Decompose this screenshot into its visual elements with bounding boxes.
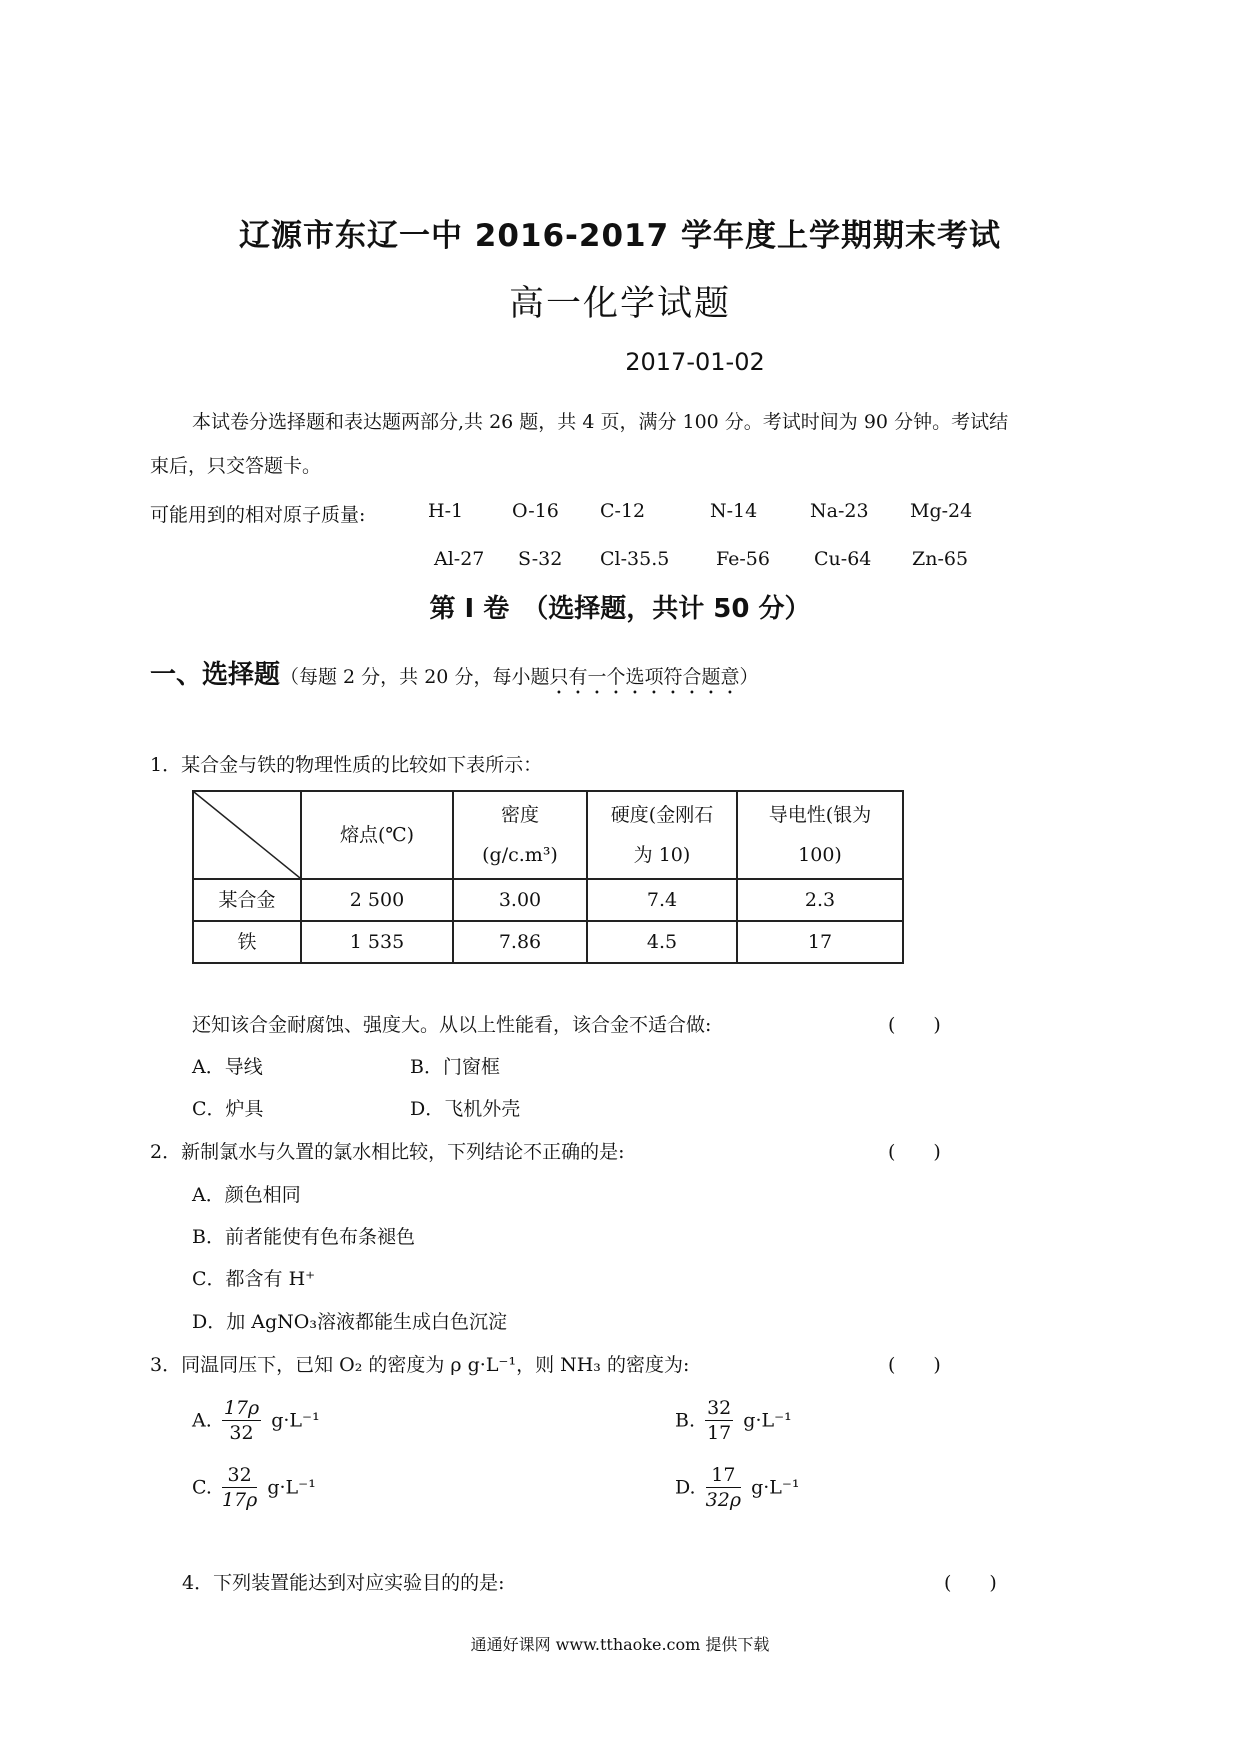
question-2-option-c: C．都含有 H⁺ — [192, 1268, 316, 1290]
table-cell: 4.5 — [587, 921, 737, 963]
option-label: B. — [675, 1409, 696, 1432]
mass-item: C-12 — [600, 500, 646, 522]
volume-title: 第 Ⅰ 卷 （选择题，共计 50 分） — [429, 594, 811, 624]
table-cell: 7.4 — [587, 879, 737, 921]
option-unit: g·L⁻¹ — [271, 1409, 320, 1432]
header-conductivity-line-1: 导电性(银为 — [768, 804, 872, 826]
header-conductivity — [737, 791, 903, 879]
question-2-answer-blank: ( ) — [888, 1141, 941, 1163]
option-label: A. — [192, 1409, 212, 1432]
fraction-denominator: 32ρ — [705, 1489, 742, 1511]
table-row — [193, 879, 903, 921]
mass-item: H-1 — [428, 500, 464, 522]
fraction — [706, 1463, 741, 1512]
mass-item: O-16 — [512, 500, 559, 522]
exam-date: 2017-01-02 — [625, 348, 765, 376]
part-note-emphasis: 只有一个选项符合题意 — [549, 666, 740, 688]
option-unit: g·L⁻¹ — [751, 1476, 800, 1499]
fraction-numerator: 32 — [707, 1397, 732, 1419]
question-1-option-d: D．飞机外壳 — [410, 1098, 521, 1120]
question-1-followup: 还知该合金耐腐蚀、强度大。从以上性能看，该合金不适合做: — [192, 1014, 712, 1036]
mass-item: Al-27 — [434, 548, 485, 570]
fraction-numerator: 17 — [706, 1463, 741, 1488]
table-cell: 7.86 — [453, 921, 587, 963]
exam-title: 辽源市东辽一中 2016-2017 学年度上学期期末考试 — [238, 218, 1001, 254]
part-title: 一、选择题 — [150, 660, 281, 690]
instructions — [150, 400, 1110, 488]
option-unit: g·L⁻¹ — [267, 1476, 316, 1499]
fraction-denominator: 32 — [229, 1422, 254, 1444]
mass-item: S-32 — [518, 548, 563, 570]
header-density-line-1: 密度 — [500, 804, 539, 826]
fraction — [222, 1396, 261, 1445]
part-note-suffix: ） — [739, 666, 759, 688]
question-1-option-b: B．门窗框 — [410, 1056, 500, 1078]
row-name: 某合金 — [193, 879, 301, 921]
mass-item: Mg-24 — [910, 500, 973, 522]
table-row — [193, 921, 903, 963]
part-note-prefix: （每题 2 分，共 20 分，每小题 — [280, 666, 550, 688]
header-hardness-line-1: 硬度(金刚石 — [610, 804, 714, 826]
page-footer: 通通好课网 www.tthaoke.com 提供下载 — [470, 1635, 770, 1654]
fraction-denominator: 17ρ — [221, 1489, 258, 1511]
question-3-option-b — [675, 1396, 792, 1445]
table-cell: 3.00 — [453, 879, 587, 921]
part-heading — [150, 654, 758, 699]
mass-item: Zn-65 — [912, 548, 969, 570]
fraction — [222, 1463, 257, 1512]
atomic-masses — [150, 500, 1130, 596]
fraction-numerator: 17ρ — [223, 1397, 260, 1419]
header-conductivity-line-2: 100) — [798, 844, 842, 866]
diagonal-header-cell — [193, 791, 301, 879]
question-2-option-a: A．颜色相同 — [192, 1184, 301, 1206]
question-4-answer-blank: ( ) — [944, 1572, 997, 1594]
mass-item: N-14 — [710, 500, 758, 522]
table-cell: 1 535 — [301, 921, 453, 963]
question-1-option-c: C．炉具 — [192, 1098, 264, 1120]
header-hardness-line-2: 为 10) — [633, 844, 691, 866]
fraction-denominator: 17 — [707, 1422, 732, 1444]
properties-table — [192, 790, 904, 964]
question-3-option-a — [192, 1396, 320, 1445]
option-unit: g·L⁻¹ — [743, 1409, 792, 1432]
fraction-numerator: 32 — [222, 1463, 257, 1488]
question-1-stem: 1．某合金与铁的物理性质的比较如下表所示： — [150, 754, 543, 776]
diagonal-line-icon — [194, 792, 300, 878]
question-3-answer-blank: ( ) — [888, 1354, 941, 1376]
atomic-masses-label: 可能用到的相对原子质量: — [150, 504, 366, 526]
mass-item: Cl-35.5 — [600, 548, 670, 570]
option-label: C. — [192, 1476, 212, 1499]
mass-item: Cu-64 — [814, 548, 872, 570]
question-4-stem: 4．下列装置能达到对应实验目的的是: — [182, 1572, 505, 1594]
option-label: D. — [675, 1476, 696, 1499]
question-3-stem: 3．同温同压下，已知 O₂ 的密度为 ρ g·L⁻¹，则 NH₃ 的密度为: — [150, 1354, 690, 1376]
fraction — [705, 1396, 733, 1445]
mass-item: Na-23 — [810, 500, 869, 522]
header-density-line-2: (g/c.m³) — [482, 844, 558, 866]
header-density — [453, 791, 587, 879]
question-2-stem: 2．新制氯水与久置的氯水相比较，下列结论不正确的是: — [150, 1141, 625, 1163]
table-cell: 2.3 — [737, 879, 903, 921]
question-1-answer-blank: ( ) — [888, 1014, 941, 1036]
row-name: 铁 — [193, 921, 301, 963]
header-hardness — [587, 791, 737, 879]
question-1-option-a: A．导线 — [192, 1056, 263, 1078]
question-2-option-d: D．加 AgNO₃溶液都能生成白色沉淀 — [192, 1311, 507, 1333]
question-3-option-c — [192, 1463, 316, 1512]
question-2-option-b: B．前者能使有色布条褪色 — [192, 1226, 415, 1248]
instructions-line-1: 本试卷分选择题和表达题两部分,共 26 题，共 4 页，满分 100 分。考试时间为 90 分钟。考试结 — [192, 411, 1009, 433]
header-melting-point: 熔点(℃) — [301, 791, 453, 879]
table-cell: 17 — [737, 921, 903, 963]
table-cell: 2 500 — [301, 879, 453, 921]
question-3-option-d — [675, 1463, 800, 1512]
mass-item: Fe-56 — [716, 548, 770, 570]
exam-subtitle: 高一化学试题 — [508, 284, 731, 324]
instructions-line-2: 束后，只交答题卡。 — [150, 455, 322, 477]
